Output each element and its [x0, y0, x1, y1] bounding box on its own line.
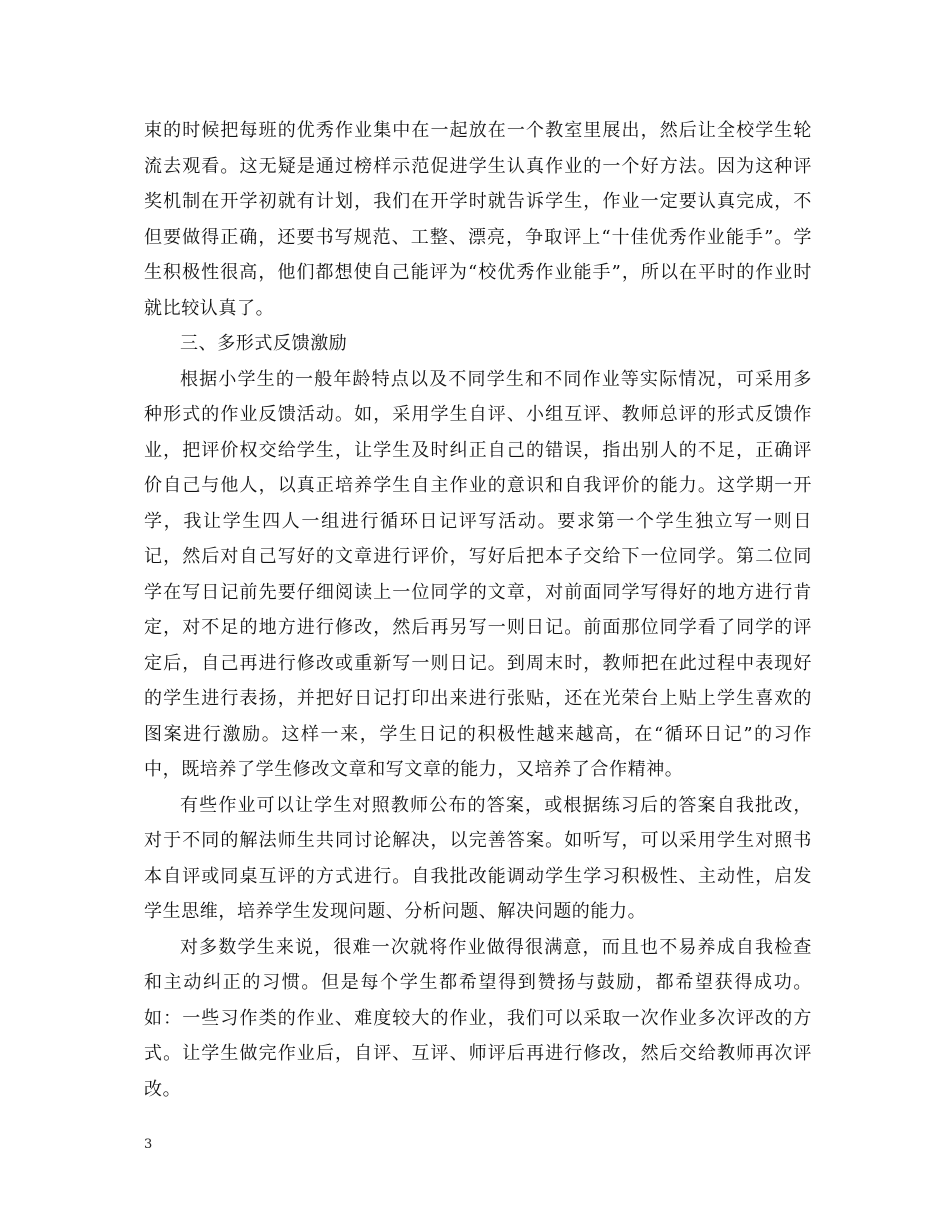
section-heading-feedback: 三、多形式反馈激励 [180, 333, 348, 354]
paragraph-multiple-reviews: 对多数学生来说，很难一次就将作业做得很满意，而且也不易养成自我检查和主动纠正的习惯。但是每个学生都希望得到赞扬与鼓励，都希望获得成功。如：一些习作类的作业、难度较大的作业，我们可以采取一次作业多次评改的方式。让学生做完作业后，自评、互评、师评后再进行修改，然后交给教师再次评改。 [144, 936, 812, 1100]
paragraph-feedback-activities: 根据小学生的一般年龄特点以及不同学生和不同作业等实际情况，可采用多种形式的作业反馈活动。如，采用学生自评、小组互评、教师总评的形式反馈作业，把评价权交给学生，让学生及时纠正自己的错误，指出别人的不足，正确评价自己与他人，以真正培养学生自主作业的意识和自我评价的能力。这学期一开学，我让学生四人一组进行循环日记评写活动。要求第一个学生独立写一则日记，然后对自己写好的文章进行评价，写好后把本子交给下一位同学。第二位同学在写日记前先要仔细阅读上一位同学的文章，对前面同学写得好的地方进行肯定，对不足的地方进行修改，然后再另写一则日记。前面那位同学看了同学的评定后，自己再进行修改或重新写一则日记。到周末时，教师把在此过程中表现好的学生进行表扬，并把好日记打印出来进行张贴，还在光荣台上贴上学生喜欢的图案进行激励。这样一来，学生日记的积极性越来越高，在“循环日记”的习作中，既培养了学生修改文章和写文章的能力，又培养了合作精神。 [144, 368, 812, 780]
page-number: 3 [144, 1137, 153, 1152]
paragraph-self-correction: 有些作业可以让学生对照教师公布的答案，或根据练习后的答案自我批改，对于不同的解法师生共同讨论解决，以完善答案。如听写，可以采用学生对照书本自评或同桌互评的方式进行。自我批改能调动学生学习积极性、主动性，启发学生思维，培养学生发现问题、分析问题、解决问题的能力。 [144, 794, 812, 922]
document-body [144, 113, 812, 1107]
paragraph-continued-excellent-homework: 束的时候把每班的优秀作业集中在一起放在一个教室里展出，然后让全校学生轮流去观看。这无疑是通过榜样示范促进学生认真作业的一个好方法。因为这种评奖机制在开学初就有计划，我们在开学时就告诉学生，作业一定要认真完成，不但要做得正确，还要书写规范、工整、漂亮，争取评上“十佳优秀作业能手”。学生积极性很高，他们都想使自己能评为“校优秀作业能手”，所以在平时的作业时就比较认真了。 [144, 120, 812, 319]
